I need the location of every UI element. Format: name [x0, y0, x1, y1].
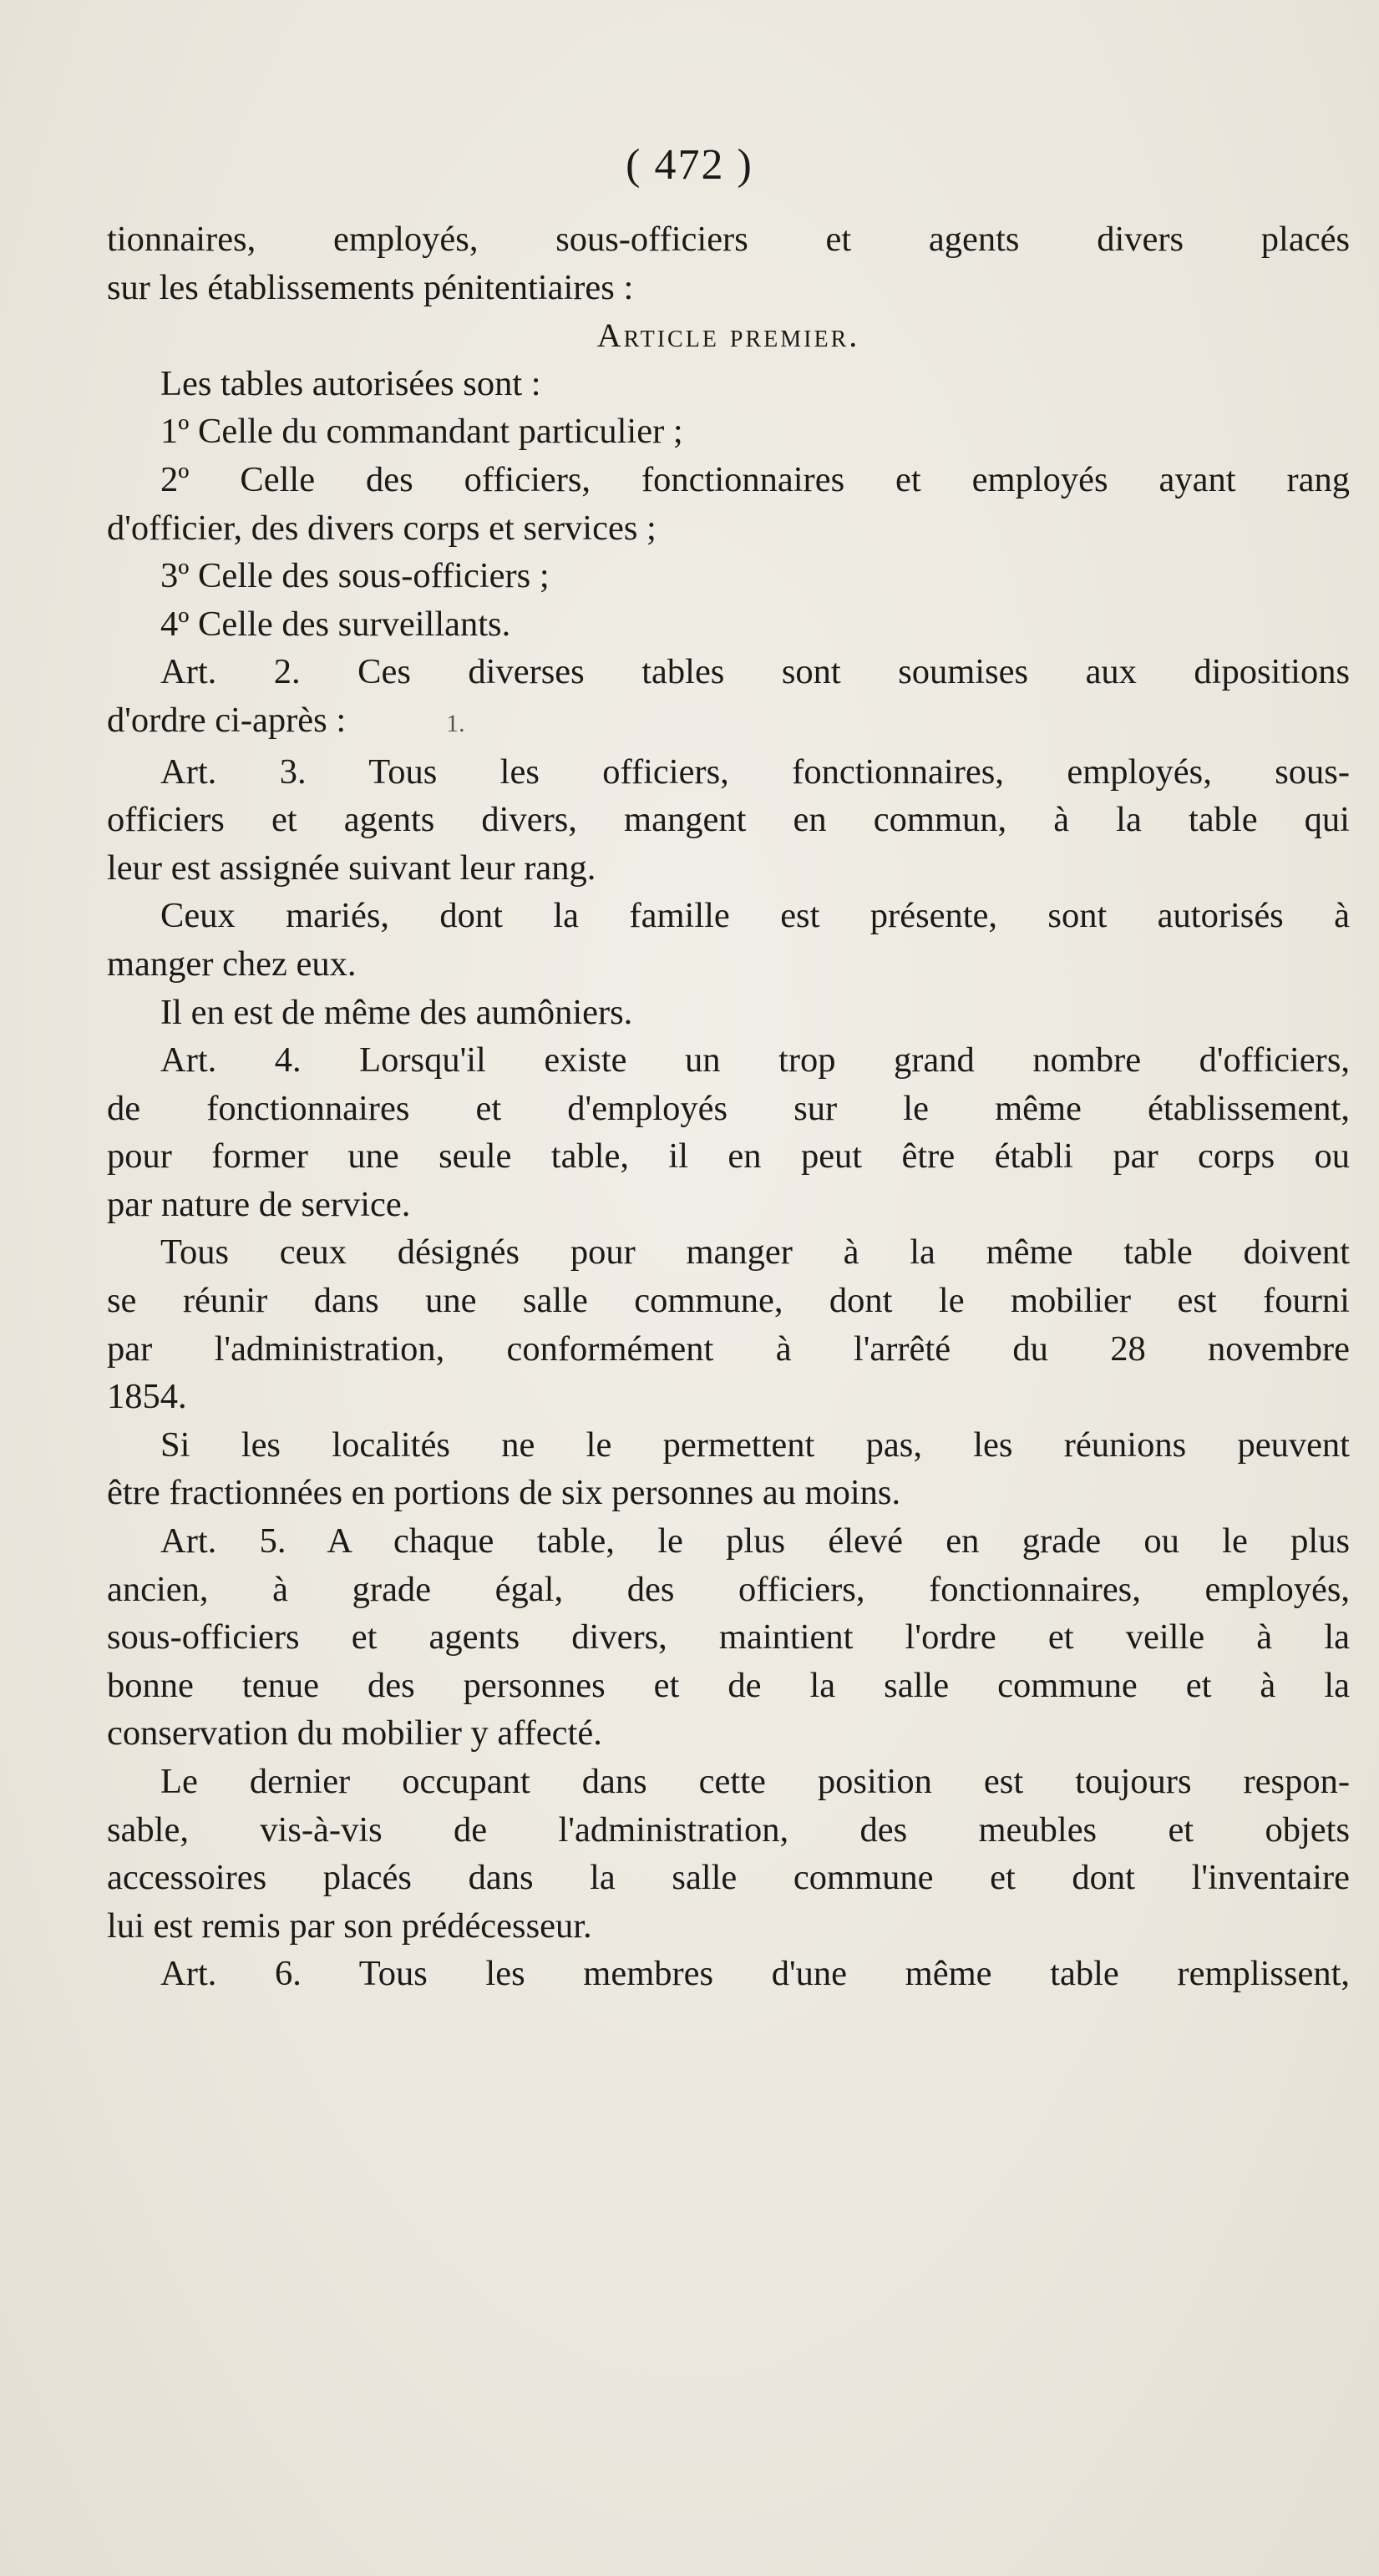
- text-line: sur les établissements pénitentiaires :: [107, 267, 634, 307]
- text-line: Il en est de même des aumôniers.: [160, 992, 633, 1032]
- text-line: être fractionnées en portions de six personnes au moins.: [107, 1473, 901, 1513]
- text-line: leur est assignée suivant leur rang.: [107, 848, 596, 888]
- article-heading: Article premier.: [596, 316, 860, 355]
- text-line: 1854.: [107, 1377, 187, 1417]
- text-line: bonne tenue des personnes et de la salle commune et à la: [107, 1665, 1350, 1705]
- text-line: pour former une seule table, il en peut être établi par corps ou: [107, 1136, 1350, 1177]
- text-line: accessoires placés dans la salle commune et dont l'inventaire: [107, 1858, 1350, 1898]
- list-item: 4º Celle des surveillants.: [160, 604, 511, 644]
- text-line: se réunir dans une salle commune, dont le mobilier est fourni: [107, 1281, 1350, 1321]
- text-line: ancien, à grade égal, des officiers, fonctionnaires, employés,: [107, 1569, 1350, 1609]
- text-line: tionnaires, employés, sous-officiers et agents divers placés: [107, 220, 1350, 259]
- article-line: Art. 2. Ces diverses tables sont soumises aux dipositions: [160, 652, 1350, 692]
- text-line: conservation du mobilier y affecté.: [107, 1713, 602, 1754]
- text-line: Les tables autorisées sont :: [160, 363, 541, 403]
- text-line: sable, vis-à-vis de l'administration, des meubles et objets: [107, 1809, 1350, 1850]
- body-text: [107, 215, 1350, 1998]
- text-line: d'officier, des divers corps et services ;: [107, 508, 657, 548]
- list-item: 1º Celle du commandant particulier ;: [160, 412, 683, 452]
- text-line: officiers et agents divers, mangent en commun, à la table qui: [107, 800, 1350, 840]
- page-number: ( 472 ): [626, 141, 753, 189]
- list-item: 2º Celle des officiers, fonctionnaires et employés ayant rang: [160, 459, 1350, 499]
- text-line: Ceux mariés, dont la famille est présente, sont autorisés à: [160, 896, 1350, 936]
- text-line: par nature de service.: [107, 1184, 411, 1224]
- text-line: Le dernier occupant dans cette position est toujours respon-: [160, 1762, 1350, 1801]
- article-line: Art. 3. Tous les officiers, fonctionnaires, employés, sous-: [160, 752, 1350, 792]
- text-fragment: d'ordre ci-après :: [107, 700, 347, 740]
- list-item: 3º Celle des sous-officiers ;: [160, 556, 550, 596]
- text-line: Tous ceux désignés pour manger à la même table doivent: [160, 1232, 1350, 1273]
- article-line: Art. 4. Lorsqu'il existe un trop grand nombre d'officiers,: [160, 1040, 1350, 1081]
- article-line: Art. 5. A chaque table, le plus élevé en grade ou le plus: [160, 1521, 1350, 1561]
- text-line: lui est remis par son prédécesseur.: [107, 1905, 592, 1946]
- text-line: de fonctionnaires et d'employés sur le même établissement,: [107, 1088, 1350, 1128]
- margin-mark: 1.: [446, 709, 465, 737]
- text-line: Si les localités ne le permettent pas, les réunions peuvent: [160, 1425, 1350, 1465]
- text-line: sous-officiers et agents divers, maintient l'ordre et veille à la: [107, 1617, 1350, 1657]
- article-line: Art. 6. Tous les membres d'une même table remplissent,: [160, 1954, 1350, 1994]
- text-line: par l'administration, conformément à l'arrêté du 28 novembre: [107, 1328, 1350, 1369]
- text-line: manger chez eux.: [107, 944, 357, 984]
- text-line: [107, 696, 1350, 748]
